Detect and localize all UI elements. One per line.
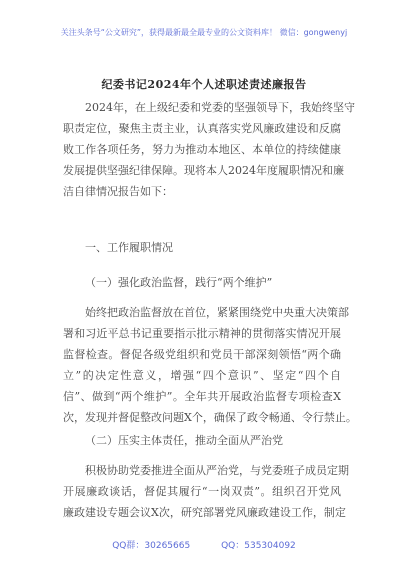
subsection-heading-1: （一）强化政治监督，践行“两个维护” [85, 276, 273, 289]
intro-line: 发展提供坚强纪律保障。现将本人2024年度履职情况和廉 [63, 164, 344, 177]
paragraph-line: 监督检查。督促各级党组织和党员干部深刻领悟“两个确 [63, 348, 341, 361]
intro-line: 职责定位，聚焦主责主业，认真落实党风廉政建设和反腐 [63, 122, 341, 135]
header-banner: 关注头条号“公文研究”，获得最新最全最专业的公文资料库！ 微信：gongwenyj [60, 28, 348, 37]
paragraph-line: 署和习近平总书记重要指示批示精神的贯彻落实情况开展 [63, 327, 341, 340]
footer-qq-group: QQ群：30265665 [112, 541, 191, 551]
paragraph-line: 立”的决定性意义，增强“四个意识”、坚定“四个自 [63, 369, 341, 382]
paragraph-line: 始终把政治监督放在首位，紧紧围绕党中央重大决策部 [85, 306, 349, 319]
paragraph-line: 积极协助党委推进全面从严治党，与党委班子成员定期 [85, 464, 349, 477]
footer-qq: QQ：535304092 [221, 541, 296, 551]
section-heading: 一、工作履职情况 [85, 241, 173, 254]
paragraph-line: 开展廉政谈话，督促其履行“一岗双责”。组织召开党风 [63, 485, 341, 498]
subsection-heading-2: （二）压实主体责任，推动全面从严治党 [85, 434, 283, 447]
footer-contact [0, 538, 408, 551]
subsection-1-paragraph [63, 302, 357, 428]
paragraph-line: 廉政建设专题会议X次，研究部署党风廉政建设工作，制定 [63, 506, 346, 519]
intro-paragraph [63, 97, 355, 202]
document-title: 纪委书记2024年个人述职述责述廉报告 [101, 78, 307, 91]
paragraph-line: 信”、做到“两个维护”。全年共开展政治监督专项检查X [63, 390, 341, 403]
intro-line: 2024年，在上级纪委和党委的坚强领导下，我始终坚守 [85, 101, 355, 114]
intro-line: 洁自律情况报告如下： [63, 185, 173, 198]
paragraph-line: 次，发现并督促整改问题X个，确保了政令畅通、令行禁止。 [63, 411, 357, 424]
subsection-2-paragraph [63, 460, 349, 523]
intro-line: 败工作各项任务，努力为推动本地区、本单位的持续健康 [63, 143, 341, 156]
